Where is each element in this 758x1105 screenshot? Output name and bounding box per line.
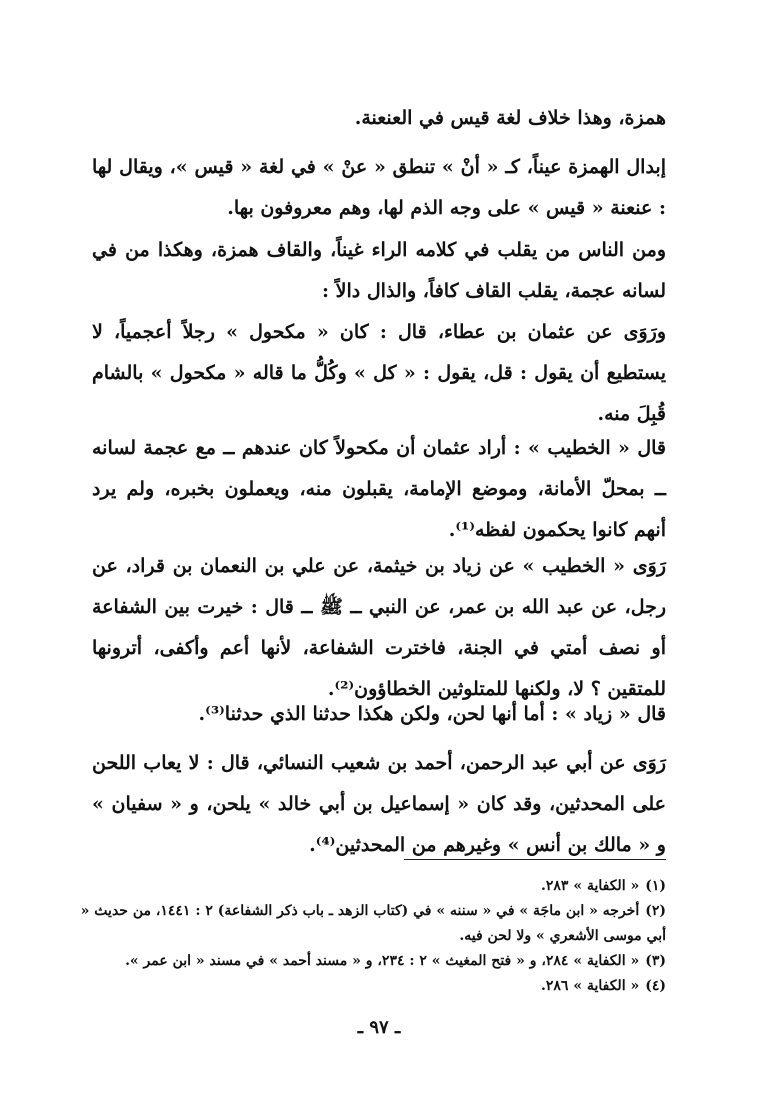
footnote-text: « الكفاية » ٢٨٤، و « فتح المغيث » ٢ : ٢٣٤، و « مسند أحمد » في مسند « ابن عمر ».: [125, 953, 640, 969]
footnote-separator: [404, 859, 666, 860]
page-number: ـ ٩٧ ـ: [357, 1017, 401, 1038]
paragraph-7: قال « زياد » : أما أنها لحن، ولكن هكذا حدثنا الذي حدثنا⁽³⁾.: [198, 703, 666, 725]
footnote-number: (٣): [645, 953, 666, 969]
paragraph-8: رَوَى عن أبي عبد الرحمن، أحمد بن شعيب النسائي، قال : لا يعاب اللحن على المحدثين، وقد كان « إسماعيل بن أبي خالد » يلحن، و « سفيان » و « مالك بن أنس » وغيرهم من المحدثين⁽⁴⁾.: [92, 752, 666, 856]
footnote-3: [80, 949, 666, 974]
footnote-1: [80, 874, 666, 899]
footnote-text: أخرجه « ابن ماجَة » في « سننه » في (كتاب الزهد ـ باب ذكر الشفاعة) ٢ : ١٤٤١، من حديث « أبي موسى الأشعري » ولا لحن فيه.: [80, 903, 666, 944]
paragraph-1: همزة، وهذا خلاف لغة قيس في العنعنة.: [354, 107, 666, 129]
footnote-number: (١): [645, 878, 666, 894]
footnote-text: « الكفاية » ٢٨٣.: [541, 878, 640, 894]
footnote-4: [80, 974, 666, 999]
paragraph-4: ورَوَى عن عثمان بن عطاء، قال : كان « مكحول » رجلاً أعجمياً، لا يستطيع أن يقول : قل، يقول : « كل » وكُلُّ ما قاله « مكحول » بالشام قُبِلَ منه.: [92, 321, 666, 425]
footnote-text: « الكفاية » ٢٨٦.: [541, 978, 640, 994]
footnote-2: [80, 899, 666, 949]
footnote-number: (٤): [645, 978, 666, 994]
footnote-number: (٢): [645, 903, 666, 919]
paragraph-5: قال « الخطيب » : أراد عثمان أن مكحولاً كان عندهم ــ مع عجمة لسانه ــ بمحلّ الأمانة، وموضع الإمامة، يقبلون منه، ويعملون بخبره، ولم يرد أنهم كانوا يحكمون لفظه⁽¹⁾.: [92, 437, 666, 541]
paragraph-2: إبدال الهمزة عيناً، كـ « أنْ » تنطق « عنْ » في لغة « قيس »، ويقال لها : عنعنة « قيس » على وجه الذم لها، وهم معروفون بها.: [92, 156, 666, 219]
paragraph-6: رَوَى « الخطيب » عن زياد بن خيثمة، عن علي بن النعمان بن قراد، عن رجل، عن عبد الله بن عمر، عن النبي ــ ﷺ ــ قال : خيرت بين الشفاعة أو نصف أمتي في الجنة، فاخترت الشفاعة، لأنها أعم وأكفى، أترونها للمتقين ؟ لا، ولكنها للمتلوثين الخطاؤون⁽²⁾.: [92, 555, 666, 700]
paragraph-3: ومن الناس من يقلب في كلامه الراء غيناً، والقاف همزة، وهكذا من في لسانه عجمة، يقلب القاف كافاً، والذال دالاً :: [92, 239, 666, 302]
